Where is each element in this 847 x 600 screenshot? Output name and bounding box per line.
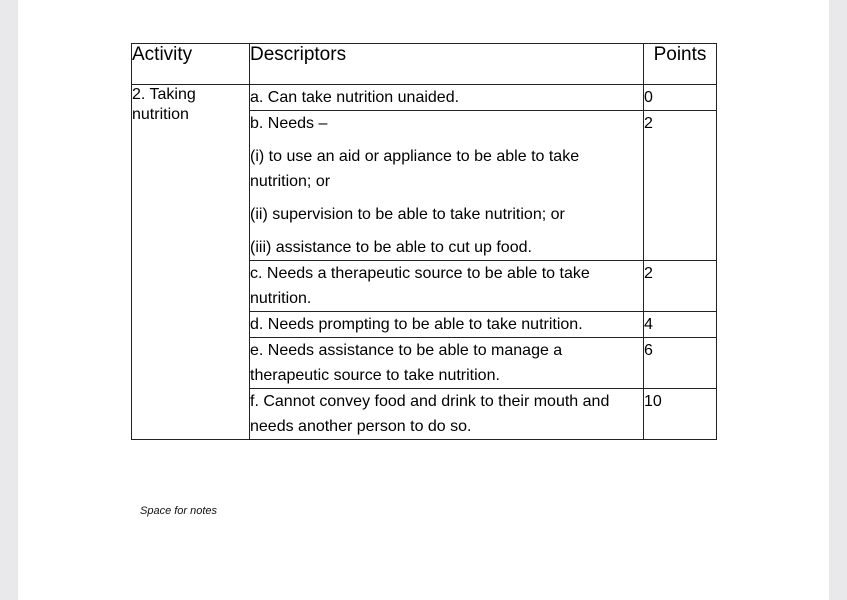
points-cell: 2 (644, 261, 717, 312)
activity-cell (132, 85, 250, 440)
descriptor-text: (ii) supervision to be able to take nutrition; or (250, 206, 565, 223)
descriptor-text: (i) to use an aid or appliance to be able to take nutrition; or (250, 148, 580, 190)
document-page (18, 0, 829, 600)
header-points: Points (644, 44, 717, 85)
descriptor-text: b. Needs – (250, 115, 328, 132)
header-activity: Activity (132, 44, 250, 85)
descriptor-text: a. Can take nutrition unaided. (250, 89, 460, 106)
descriptor-table (131, 43, 717, 440)
descriptor-text: c. Needs a therapeutic source to be able to take nutrition. (250, 265, 590, 307)
header-descriptors: Descriptors (250, 44, 644, 85)
descriptor-cell (250, 85, 644, 111)
notes-label: Space for notes (140, 505, 218, 517)
descriptor-cell (250, 261, 644, 312)
descriptor-text: e. Needs assistance to be able to manage a therapeutic source to take nutrition. (250, 342, 563, 384)
activity-line: nutrition (132, 106, 189, 123)
table-header-row (132, 44, 717, 85)
descriptor-cell (250, 338, 644, 389)
descriptor-text: (iii) assistance to be able to cut up food. (250, 239, 532, 256)
points-cell: 0 (644, 85, 717, 111)
table-row (132, 85, 717, 111)
descriptor-cell (250, 111, 644, 261)
descriptor-text: f. Cannot convey food and drink to their mouth and needs another person to do so. (250, 393, 610, 435)
activity-line: 2. Taking (132, 86, 196, 103)
points-cell: 6 (644, 338, 717, 389)
descriptor-cell (250, 312, 644, 338)
points-cell: 4 (644, 312, 717, 338)
descriptor-text: d. Needs prompting to be able to take nutrition. (250, 316, 583, 333)
descriptor-cell (250, 389, 644, 440)
points-cell: 2 (644, 111, 717, 261)
points-cell: 10 (644, 389, 717, 440)
